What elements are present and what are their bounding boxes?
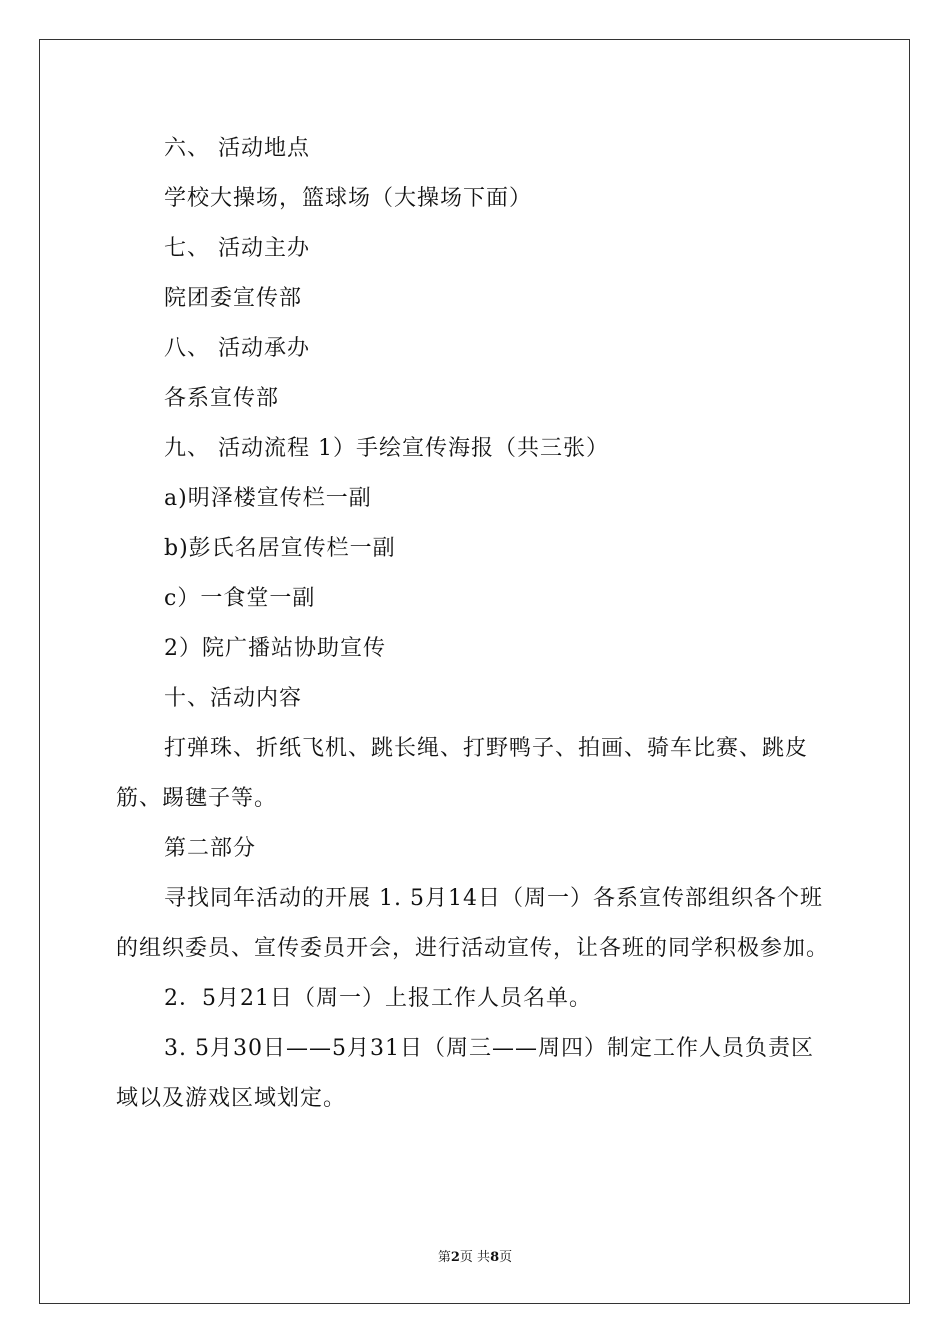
heading-part-two: 第二部分 bbox=[164, 836, 257, 861]
page-footer bbox=[0, 1246, 950, 1265]
list-item: c）一食堂一副 bbox=[164, 586, 316, 611]
footer-suffix: 页 bbox=[499, 1250, 513, 1265]
footer-current-page: 2 bbox=[450, 1250, 460, 1265]
heading-process: 九、 活动流程 1）手绘宣传海报（共三张） bbox=[164, 436, 609, 461]
footer-total-pages: 8 bbox=[490, 1250, 500, 1265]
paragraph-schedule-3: 3. 5月30日——5月31日（周三——周四）制定工作人员负责区域以及游戏区域划定。 bbox=[116, 1036, 814, 1111]
list-item: 2）院广播站协助宣传 bbox=[164, 636, 386, 661]
paragraph-schedule-1: 寻找同年活动的开展 1. 5月14日（周一）各系宣传部组织各个班的组织委员、宣传委员开会，进行活动宣传，让各班的同学积极参加。 bbox=[116, 886, 830, 961]
heading-location: 六、 活动地点 bbox=[164, 136, 310, 161]
list-item: b)彭氏名居宣传栏一副 bbox=[164, 536, 396, 561]
list-item: a)明泽楼宣传栏一副 bbox=[164, 486, 372, 511]
paragraph-undertaker: 各系宣传部 bbox=[164, 386, 280, 411]
heading-organizer: 七、 活动主办 bbox=[164, 236, 310, 261]
heading-content: 十、活动内容 bbox=[164, 686, 303, 711]
paragraph-content: 打弹珠、折纸飞机、跳长绳、打野鸭子、拍画、骑车比赛、跳皮筋、踢毽子等。 bbox=[116, 736, 809, 811]
document-body bbox=[116, 124, 836, 1124]
paragraph-organizer: 院团委宣传部 bbox=[164, 286, 303, 311]
heading-undertaker: 八、 活动承办 bbox=[164, 336, 310, 361]
paragraph-schedule-2: 2．5月21日（周一）上报工作人员名单。 bbox=[164, 986, 592, 1011]
paragraph-location: 学校大操场，篮球场（大操场下面） bbox=[164, 186, 533, 211]
footer-prefix: 第 bbox=[437, 1250, 451, 1265]
footer-mid: 页 共 bbox=[459, 1250, 491, 1265]
